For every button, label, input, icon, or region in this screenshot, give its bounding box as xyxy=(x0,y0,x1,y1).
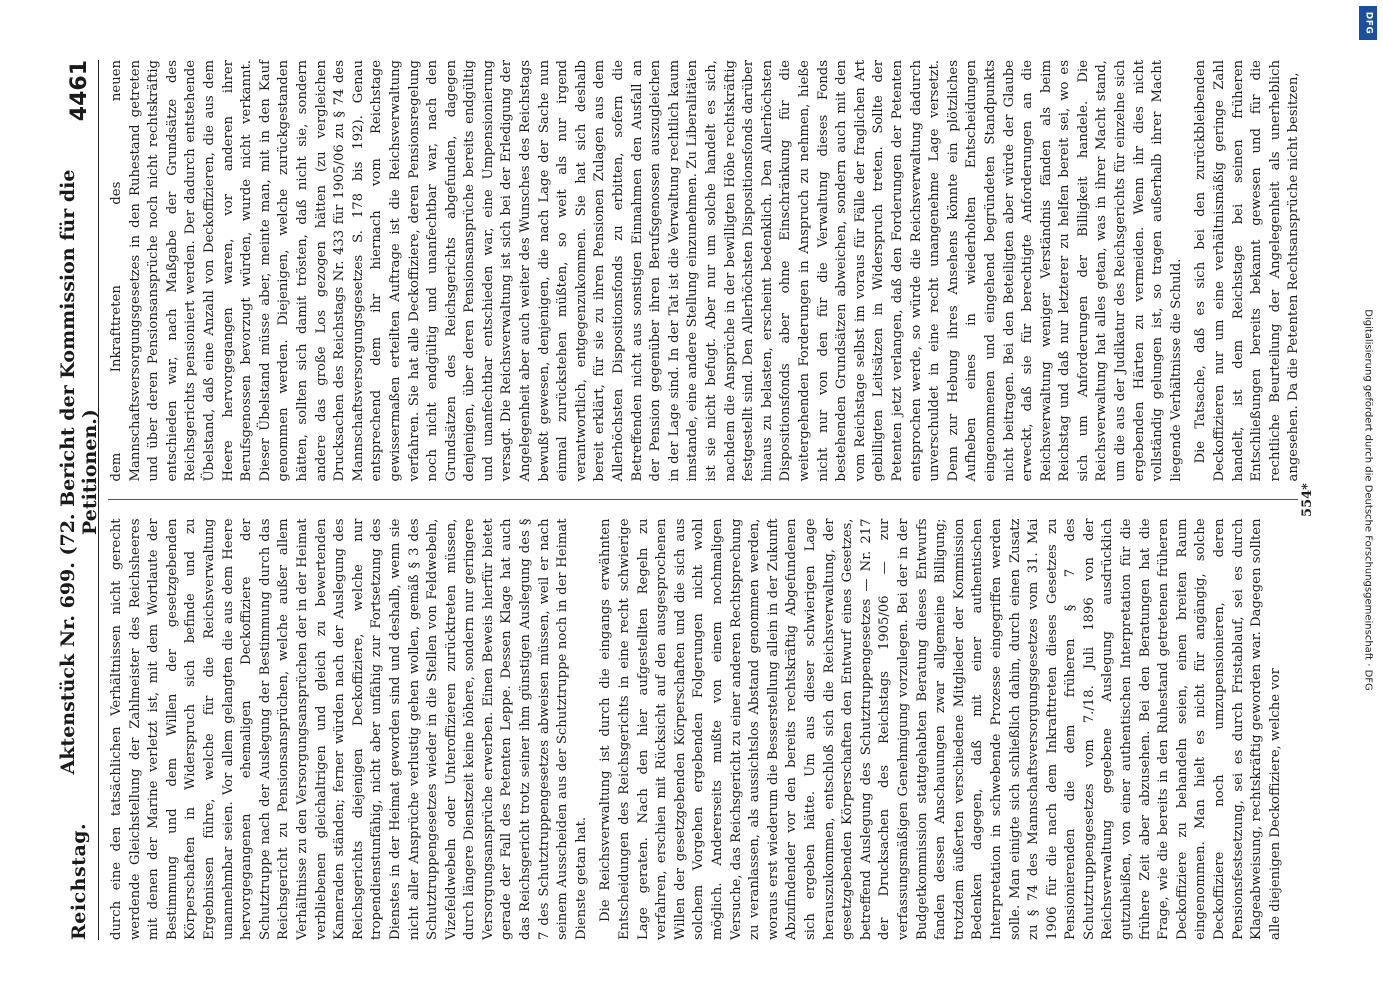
paragraph: Die Reichsverwaltung ist durch die eingangs erwähnten Entscheidungen des Reichsgerichts in eine recht schwierige Lage geraten. Nach den hier aufgestellten Regeln zu verfahren, erschien mit Rücksicht auf den ausgesprochenen Willen der gesetzgebenden Körperschaften und die sich aus solchem Vorgehen ergebenden Folgerungen nicht wohl möglich. Andererseits mußte von einem nochmaligen Versuche, das Reichsgericht zu einer anderen Rechtsprechung zu veranlassen, als aussichtslos Abstand genommen werden, woraus erst wiederum die Besserstellung allein in der Zukunft Abzufindender vor den bereits rechtskräftig Abgefundenen sich ergeben hätte. Um aus dieser schwierigen Lage herauszukommen, entschloß sich die Reichsverwaltung, der gesetzgebenden Körperschaften den Entwurf eines Gesetzes, betreffend Auslegung des Schutztruppengesetzes — Nr. 217 der Drucksachen des Reichstags 1905/06 — zur verfassungsmäßigen Genehmigung vorzulegen. Bei der in der Budgetkommission stattgehabten Beratung dieses Entwurfs fanden dessen Anschauungen zwar allgemeine Billigung; trotzdem äußerten verschiedene Mitglieder der Kommission Bedenken dagegen, daß mit einer authentischen Interpretation in schwebende Prozesse eingegriffen werden solle. Man einigte sich schließlich dahin, durch einen Zusatz zu § 74 des Mannschaftsversorgungsgesetzes vom 31. Mai 1906 für die nach dem Inkrafttreten dieses Gesetzes zu Pensionierenden die dem früheren § 7 des Schutztruppengesetzes vom 7./18. Juli 1896 von der Reichsverwaltung gegebene Auslegung ausdrücklich gutzuheißen, von einer authentischen Interpretation für die frühere Zeit aber abzusehen. Bei den Beratungen hat die Frage, wie die bereits in den Ruhestand getretenen früheren Deckoffiziere zu behandeln seien, einen breiten Raum eingenommen. Man hielt es nicht für angängig, solche Deckoffiziere noch umzupensionieren, deren Pensionsfestsetzung, sei es durch Fristablauf, sei es durch Klageabweisung, rechtskräftig geworden war. Dagegen sollten alle diejenigen Deckoffiziere, welche vor xyxy=(598,518,1283,940)
page-number: 4461 xyxy=(66,60,92,122)
signature-mark: 554* xyxy=(1300,483,1315,517)
paragraph: dem Inkrafttreten des neuen Mannschaftsversorgungsgesetzes in den Ruhestand getreten und über deren Pensionsansprüche noch nicht rechtskräftig entschieden war, nach Maßgabe der Grundsätze des Reichsgerichts pensioniert werden. Der dadurch entstehende Übelstand, daß eine Anzahl von Deckoffizieren, die aus dem Heere hervorgegangen waren, vor anderen ihrer Berufsgenossen bevorzugt würden, wurde nicht verkannt. Dieser Übelstand müsse aber, meinte man, mit in den Kauf genommen werden. Diejenigen, welche zurückgestanden hätten, sollten sich damit trösten, daß nicht sie, sondern andere das große Los gezogen hätten (zu vergleichen Drucksachen des Reichstags Nr. 433 für 1905/06 zu § 74 des Mannschaftsversorgungsgesetzes S. 178 bis 192). Genau entsprechend dem ihr hiernach vom Reichstage gewissermaßen erteilten Auftrage ist die Reichsverwaltung verfahren. Sie hat alle Deckoffiziere, deren Pensionsregelung noch nicht endgültig und unanfechtbar war, nach den Grundsätzen des Reichsgerichts abgefunden, dagegen denjenigen, über deren Pensionsansprüche bereits endgültig und unanfechtbar entschieden war, eine Umpensionierung versagt. Die Reichsverwaltung ist sich bei der Erledigung der Angelegenheit aber auch weiter des Wunsches des Reichstags bewußt gewesen, denjenigen, die nach Lage der Sache nun einmal zurückstehen müßten, so weit als nur irgend verantwortlich, entgegenzukommen. Sie hat sich deshalb bereit erklärt, für sie zu ihren Pensionen Zulagen aus dem Allerhöchsten Dispositionsfonds zu erbitten, sofern die Betreffenden nicht aus sonstigen Einnahmen den Ausfall an der Pension gegenüber ihren Berufsgenossen auszugleichen in der Lage sind. In der Tat ist die Verwaltung rechtlich kaum imstande, eine andere Stellung einzunehmen. Zu Liberalitäten ist sie nicht befugt. Aber nur um solche handelt es sich, nachdem die Ansprüche in der bewilligten Höhe rechtskräftig festgestellt sind. Den Allerhöchsten Dispositionsfonds darüber hinaus zu belasten, erscheint bedenklich. Den Allerhöchsten Dispositionsfonds aber ohne Einschränkung für die weitergehenden Forderungen in Anspruch zu nehmen, hieße nicht nur von den für die Verwaltung dieses Fonds bestehenden Grundsätzen abweichen, sondern auch mit den vom Reichstage selbst im voraus für Fälle der fraglichen Art gebilligten Leitsätzen in Widerspruch treten. Sollte der Petenten jetzt verlangen, daß den Forderungen der Petenten entsprochen werde, so würde die Reichsverwaltung dadurch unverschuldet in eine recht unangenehme Lage versetzt. Denn zur Hebung ihres Ansehens könnte ein plötzliches Aufheben eines in wiederholten Entscheidungen eingenommenen und eingehend begründeten Standpunkts nicht beitragen. Bei den Beteiligten aber würde der Glaube erweckt, daß sie für berechtigte Anforderungen an die Reichsverwaltung weniger Verständnis fänden als beim Reichstag und daß nur letzterer zu helfen bereit sei, wo es sich um Anforderungen der Billigkeit handele. Die Reichsverwaltung hat alles getan, was in ihrer Macht stand, um die aus der Judikatur des Reichsgerichts für einzelne sich ergebenden Härten zu vermeiden. Wenn ihr dies nicht vollständig gelungen ist, so tragen außerhalb ihrer Macht liegende Verhältnisse die Schuld. xyxy=(109,60,1184,482)
page-header xyxy=(57,60,101,940)
paragraph: durch eine den tatsächlichen Verhältnissen nicht gerecht werdende Gleichstellung der Zahlmeister des Reichsheeres mit denen der Marine verletzt ist, mit dem Wortlaute der Bestimmung und dem Willen der gesetzgebenden Körperschaften in Widerspruch sich befinde und zu Ergebnissen führe, welche für die Reichsverwaltung unannehmbar seien. Vor allem gelangten die aus dem Heere hervorgegangenen ehemaligen Deckoffiziere der Schutztruppe nach der Auslegung der Bestimmung durch das Reichsgericht zu Pensionsansprüchen, welche außer allem Verhältnisse zu den Versorgungsansprüchen der in der Heimat verbliebenen gleichaltrigen und gleich zu bewertenden Kameraden ständen; ferner würden nach der Auslegung des Reichsgerichts diejenigen Deckoffiziere, welche nur tropendienstunfähig, nicht aber unfähig zur Fortsetzung des Dienstes in der Heimat geworden sind und deshalb, wenn sie nicht aller Ansprüche verlustig gehen wollen, gemäß § 3 des Schutztruppengesetzes wieder in die Stellen von Feldwebeln, Vizefeldwebeln oder Unteroffizieren zurücktreten müssen, durch längere Dienstzeit keine höhere, sondern nur geringere Versorgungsansprüche erwerben. Einen Beweis hierfür bietet gerade der Fall des Petenten Leppe. Dessen Klage hat auch das Reichsgericht trotz seiner ihm günstigen Auslegung des § 7 des Schutztruppengesetzes abweisen müssen, weil er nach seinem Ausscheiden aus der Schutztruppe noch in der Heimat Dienste getan hat. xyxy=(109,518,589,940)
paragraph: Die Tatsache, daß es sich bei den zurückbleibenden Deckoffizieren nur um eine verhältnismäßig geringe Zahl handelt, ist dem Reichstage bei seinen früheren Entschließungen bereits bekannt gewesen und für die rechtliche Beurteilung der Angelegenheit als unerheblich angesehen. Da die Petenten Rechtsansprüche nicht besitzen, xyxy=(1193,60,1302,482)
logo-text: DFG xyxy=(1363,11,1374,35)
left-column xyxy=(108,519,1298,941)
column-divider xyxy=(108,500,1298,501)
right-column xyxy=(108,60,1302,482)
credit-strip xyxy=(1357,0,1379,1000)
credit-line: Digitalisierung gefördert durch die Deutsche Forschungsgemeinschaft · DFG xyxy=(1362,309,1374,691)
header-title: Aktenstück Nr. 699. (72. Bericht der Kommission für die Petitionen.) xyxy=(57,169,101,775)
header-left: Reichstag. xyxy=(68,822,90,940)
text-columns xyxy=(108,60,1302,940)
